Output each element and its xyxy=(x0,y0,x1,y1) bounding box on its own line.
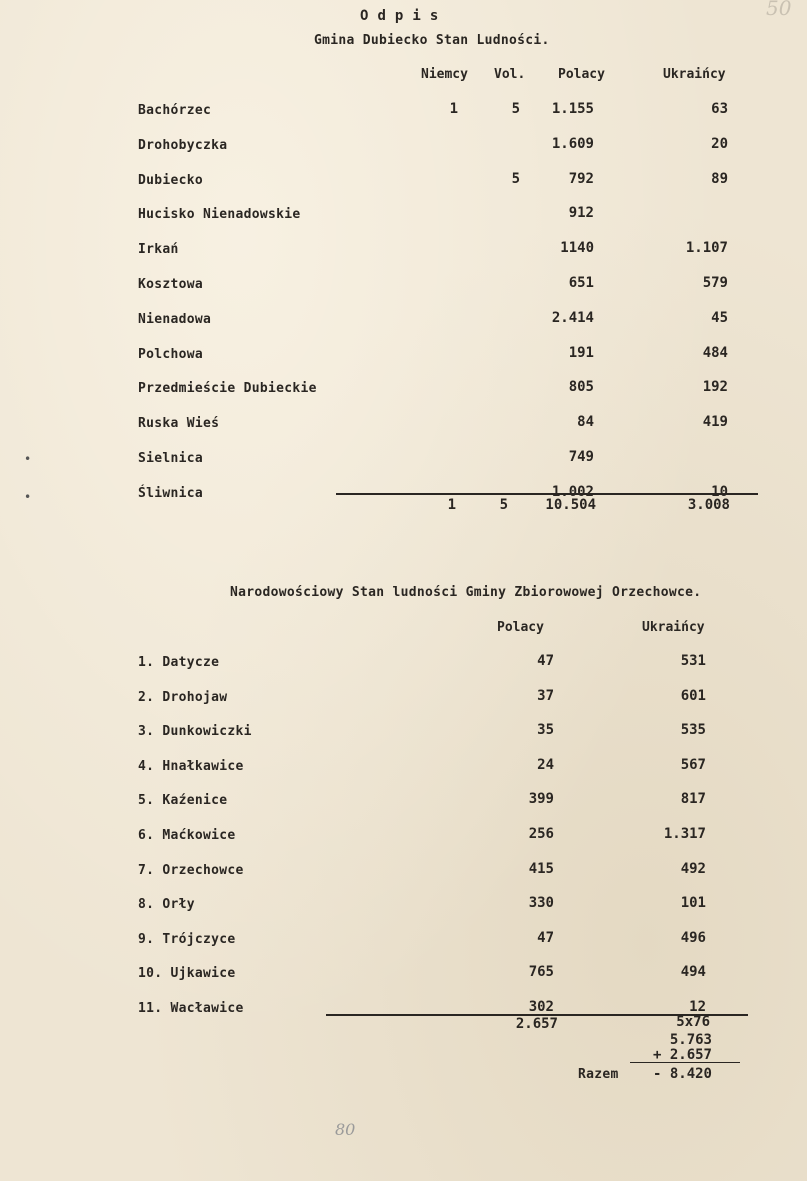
table2-row-ukraincy: 531 xyxy=(680,653,706,669)
table2-title: Narodowościowy Stan ludności Gminy Zbiorowowej Orzechowce. xyxy=(230,585,702,600)
table1-row-ukraincy: 63 xyxy=(711,101,728,117)
table2-row-ukraincy: 567 xyxy=(680,757,706,773)
table1-row-name: Irkań xyxy=(138,242,179,257)
table1-row-ukraincy: 10 xyxy=(711,484,728,500)
table1-row-vol: 5 xyxy=(511,101,520,117)
table1-row-polacy: 651 xyxy=(568,275,594,291)
corner-page-number: 50 xyxy=(766,0,792,20)
table2-row-polacy: 256 xyxy=(528,826,554,842)
table1-row-niemcy: 1 xyxy=(449,101,458,117)
table1-row-name: Przedmieście Dubieckie xyxy=(138,381,317,396)
table2-row-polacy: 330 xyxy=(528,895,554,911)
table2-row-polacy: 37 xyxy=(537,688,554,704)
table1-row-ukraincy: 419 xyxy=(702,414,728,430)
table2-row-name: 4. Hnałkawice xyxy=(138,759,244,774)
table2-header-ukraincy: Ukraińcy xyxy=(642,620,705,635)
table1-row-polacy: 2.414 xyxy=(551,310,594,326)
table2-row-polacy: 399 xyxy=(528,791,554,807)
table2-row-name: 3. Dunkowiczki xyxy=(138,724,252,739)
table1-header-polacy: Polacy xyxy=(558,67,605,82)
document-heading: O d p i s xyxy=(360,8,439,24)
table1-row-name: Drohobyczka xyxy=(138,138,228,153)
table1-row-polacy: 191 xyxy=(568,345,594,361)
table1-total-vol: 5 xyxy=(499,497,508,513)
table1-row-name: Dubiecko xyxy=(138,173,204,188)
table2-sum-line2: + 2.657 xyxy=(652,1047,712,1063)
table2-row-ukraincy: 601 xyxy=(680,688,706,704)
table1-row-polacy: 1140 xyxy=(560,240,594,256)
table2-row-ukraincy: 12 xyxy=(689,999,706,1015)
table1-row-name: Kosztowa xyxy=(138,277,204,292)
table1-row-polacy: 1.155 xyxy=(551,101,594,117)
table1-row-ukraincy: 20 xyxy=(711,136,728,152)
table2-row-polacy: 24 xyxy=(537,757,554,773)
table1-row-ukraincy: 579 xyxy=(702,275,728,291)
table1-sum-rule xyxy=(336,493,758,495)
table1-row-name: Ruska Wieś xyxy=(138,416,220,431)
table2-row-ukraincy: 101 xyxy=(680,895,706,911)
table1-row-ukraincy: 1.107 xyxy=(685,240,728,256)
table1-row-vol: 5 xyxy=(511,171,520,187)
table1-row-polacy: 1.002 xyxy=(551,484,594,500)
table1-header-vol: Vol. xyxy=(494,67,526,82)
table2-row-polacy: 35 xyxy=(537,722,554,738)
table1-row-ukraincy: 45 xyxy=(711,310,728,326)
table2-row-ukraincy: 496 xyxy=(680,930,706,946)
table1-row-polacy: 912 xyxy=(568,205,594,221)
table2-sum-line1: 5.763 xyxy=(669,1032,712,1048)
margin-mark: • xyxy=(24,490,32,504)
table1-row-ukraincy: 484 xyxy=(702,345,728,361)
table2-row-name: 7. Orzechowce xyxy=(138,863,244,878)
table2-row-name: 9. Trójczyce xyxy=(138,932,236,947)
table2-row-polacy: 302 xyxy=(528,999,554,1015)
table2-row-polacy: 47 xyxy=(537,930,554,946)
table2-row-name: 11. Wacławice xyxy=(138,1001,244,1016)
table2-row-name: 2. Drohojaw xyxy=(138,690,228,705)
table1-total-polacy: 10.504 xyxy=(545,497,596,513)
table1-row-name: Sielnica xyxy=(138,451,204,466)
table1-title: Gmina Dubiecko Stan Ludności. xyxy=(314,33,550,48)
table2-row-name: 8. Orły xyxy=(138,897,195,912)
table2-row-name: 10. Ujkawice xyxy=(138,966,236,981)
table2-header-polacy: Polacy xyxy=(497,620,544,635)
table1-row-name: Bachórzec xyxy=(138,103,212,118)
table2-razem-value: - 8.420 xyxy=(652,1066,712,1082)
table2-row-polacy: 765 xyxy=(528,964,554,980)
table1-total-ukraincy: 3.008 xyxy=(687,497,730,513)
table1-row-polacy: 805 xyxy=(568,379,594,395)
table1-row-name: Śliwnica xyxy=(138,486,204,501)
table1-header-niemcy: Niemcy xyxy=(421,67,468,82)
table2-row-ukraincy: 494 xyxy=(680,964,706,980)
table1-total-niemcy: 1 xyxy=(447,497,456,513)
table2-razem-rule xyxy=(630,1062,740,1063)
table2-row-ukraincy: 535 xyxy=(680,722,706,738)
footer-pencil-note: 80 xyxy=(335,1120,356,1139)
table2-row-name: 1. Datycze xyxy=(138,655,220,670)
table1-row-ukraincy: 192 xyxy=(702,379,728,395)
table1-row-polacy: 1.609 xyxy=(551,136,594,152)
table2-row-ukraincy: 1.317 xyxy=(663,826,706,842)
table2-row-polacy: 415 xyxy=(528,861,554,877)
table1-row-polacy: 84 xyxy=(577,414,594,430)
table2-row-ukraincy: 817 xyxy=(680,791,706,807)
table1-row-name: Nienadowa xyxy=(138,312,212,327)
table2-row-ukraincy: 492 xyxy=(680,861,706,877)
table1-row-polacy: 792 xyxy=(568,171,594,187)
table2-razem-label: Razem xyxy=(578,1067,619,1082)
table2-row-name: 6. Maćkowice xyxy=(138,828,236,843)
table2-row-polacy: 47 xyxy=(537,653,554,669)
table2-total-ukraincy: 5x76 xyxy=(676,1014,710,1030)
table2-total-polacy: 2.657 xyxy=(515,1016,558,1032)
margin-mark: • xyxy=(24,452,32,466)
table1-row-ukraincy: 89 xyxy=(711,171,728,187)
table1-row-name: Hucisko Nienadowskie xyxy=(138,207,301,222)
table1-header-ukraincy: Ukraińcy xyxy=(663,67,726,82)
table1-row-polacy: 749 xyxy=(568,449,594,465)
table1-row-name: Polchowa xyxy=(138,347,204,362)
table2-row-name: 5. Kaźenice xyxy=(138,793,228,808)
